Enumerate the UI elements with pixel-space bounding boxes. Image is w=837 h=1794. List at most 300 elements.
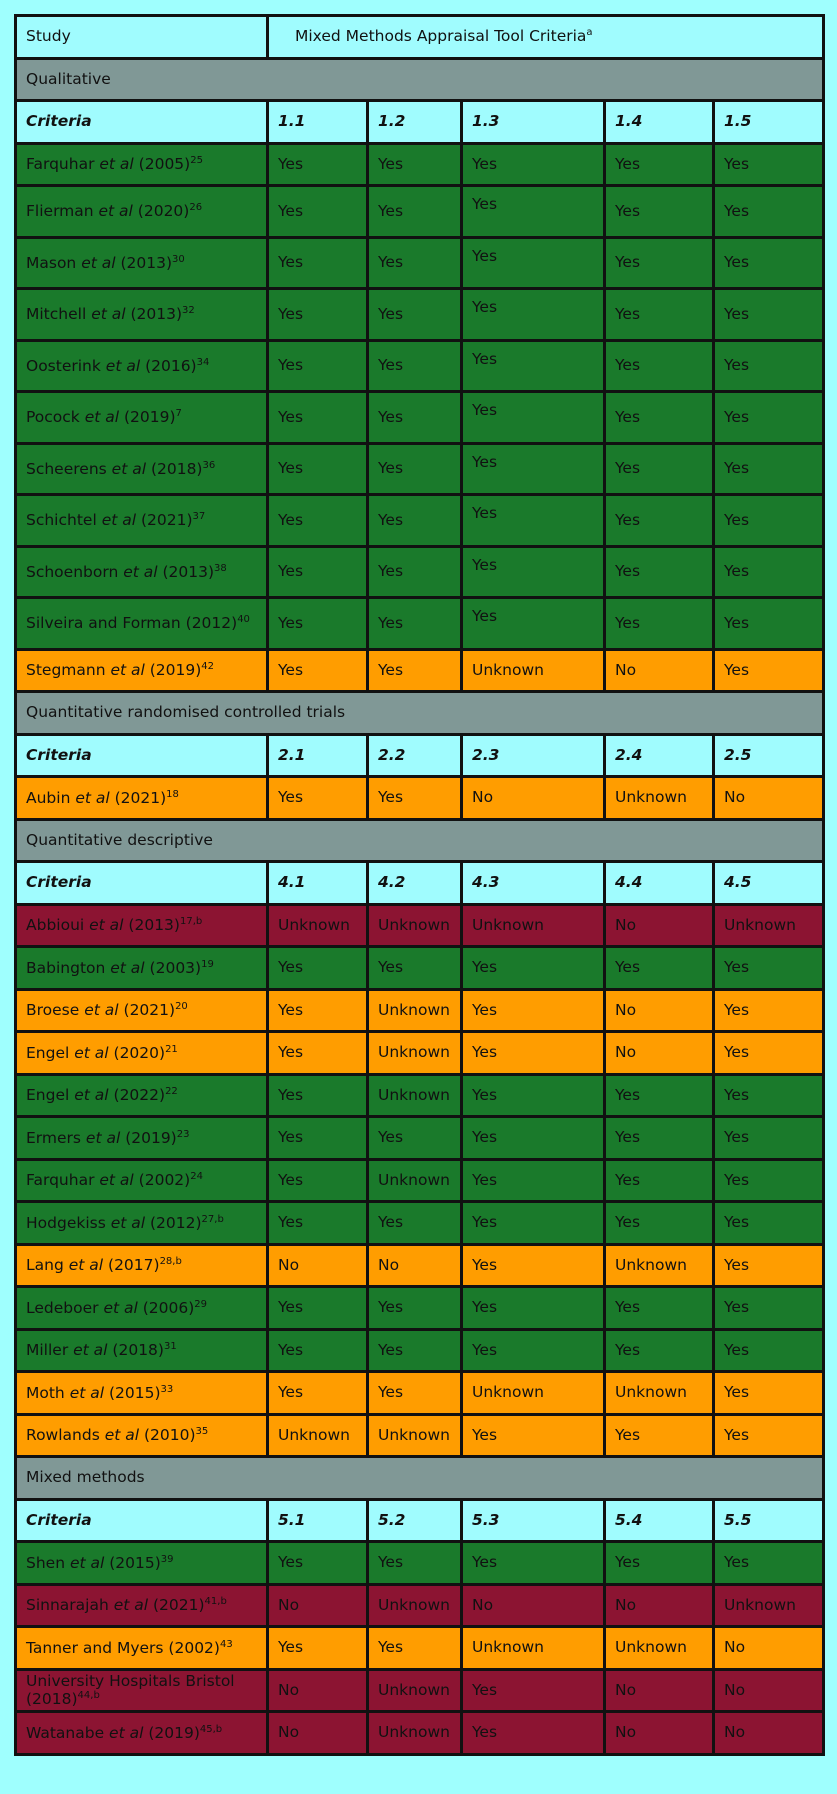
study-et-al: et al	[84, 408, 120, 427]
criterion-value: Unknown	[368, 1074, 462, 1117]
criterion-value: Yes	[714, 1032, 824, 1075]
criterion-value: Yes	[605, 1542, 714, 1585]
criterion-value: Yes	[268, 340, 368, 392]
study-row	[16, 649, 824, 692]
study-et-al: et al	[110, 958, 145, 977]
criterion-value: Yes	[714, 1244, 824, 1287]
study-name	[16, 1414, 268, 1457]
criterion-number: 5.3	[462, 1499, 605, 1542]
study-reference: 44,b	[77, 1690, 100, 1702]
study-year: (2020)	[132, 202, 190, 221]
study-name	[16, 1032, 268, 1075]
study-year: (2017)	[103, 1256, 160, 1275]
study-name	[16, 546, 268, 598]
study-row	[16, 1584, 824, 1627]
criterion-value: Yes	[268, 649, 368, 692]
study-row	[16, 777, 824, 820]
criteria-label: Criteria	[16, 1499, 268, 1542]
criterion-value: Yes	[268, 1287, 368, 1330]
criterion-value: Unknown	[368, 1032, 462, 1075]
criterion-value: Yes	[268, 1627, 368, 1670]
criteria-row	[16, 862, 824, 905]
criterion-value: Yes	[368, 1202, 462, 1245]
criterion-value: Yes	[714, 143, 824, 186]
study-author: Schichtel	[26, 511, 102, 530]
study-name	[16, 1074, 268, 1117]
criterion-number: 1.4	[605, 101, 714, 144]
criterion-value: Yes	[605, 340, 714, 392]
criterion-value: Unknown	[605, 1372, 714, 1415]
study-year: (2015)	[104, 1383, 161, 1402]
study-row	[16, 1712, 824, 1755]
study-row	[16, 1414, 824, 1457]
criterion-value: Yes	[605, 947, 714, 990]
mmat-appraisal-table	[14, 14, 825, 1756]
criterion-value: Yes	[605, 598, 714, 650]
criterion-value: No	[268, 1712, 368, 1755]
study-author: Moth	[26, 1383, 70, 1402]
study-et-al: et al	[84, 1001, 119, 1020]
criterion-value: Yes	[462, 340, 605, 392]
study-et-al: et al	[104, 1426, 140, 1445]
study-year: (2013)	[157, 562, 215, 581]
criterion-value: Yes	[714, 289, 824, 341]
study-name	[16, 1117, 268, 1160]
criterion-value: Yes	[368, 1372, 462, 1415]
study-author: Babington	[26, 958, 111, 977]
criterion-value: Yes	[462, 1287, 605, 1330]
criterion-value: Yes	[462, 237, 605, 289]
study-reference: 40	[237, 614, 250, 626]
study-year: (2019)	[144, 661, 202, 680]
study-year: (2006)	[137, 1298, 195, 1317]
study-et-al: et al	[113, 1596, 149, 1615]
study-author: Farquhar	[26, 155, 100, 174]
study-reference: 33	[160, 1383, 174, 1395]
study-author: Lang	[26, 1256, 69, 1275]
criterion-value: Yes	[462, 1117, 605, 1160]
study-name	[16, 495, 268, 547]
criterion-value: No	[714, 777, 824, 820]
criterion-value: Yes	[368, 947, 462, 990]
criterion-value: Yes	[462, 443, 605, 495]
criterion-value: Yes	[605, 546, 714, 598]
study-reference: 17,b	[179, 916, 203, 928]
appraisal-table-container	[14, 14, 822, 1756]
criterion-value: Unknown	[268, 904, 368, 947]
study-author: University Hospitals Bristol (2018)	[26, 1672, 235, 1709]
study-name	[16, 1372, 268, 1415]
criterion-value: Yes	[605, 289, 714, 341]
criterion-value: Yes	[268, 495, 368, 547]
criterion-value: Yes	[462, 392, 605, 444]
criterion-value: Yes	[268, 186, 368, 238]
study-et-al: et al	[75, 788, 110, 807]
section-row	[16, 1457, 824, 1500]
study-reference: 34	[196, 356, 210, 368]
study-name	[16, 289, 268, 341]
criterion-value: Yes	[462, 1669, 605, 1712]
study-row	[16, 1202, 824, 1245]
criterion-value: Yes	[462, 143, 605, 186]
criterion-number: 5.1	[268, 1499, 368, 1542]
criterion-value: Yes	[714, 649, 824, 692]
criterion-value: Unknown	[462, 904, 605, 947]
criterion-value: No	[462, 1584, 605, 1627]
criterion-value: Yes	[714, 392, 824, 444]
criterion-value: Yes	[714, 1372, 824, 1415]
criterion-value: Yes	[368, 495, 462, 547]
study-et-al: et al	[111, 459, 147, 478]
study-et-al: et al	[101, 511, 137, 530]
study-et-al: et al	[110, 1213, 146, 1232]
study-row	[16, 1542, 824, 1585]
criterion-value: No	[605, 1584, 714, 1627]
criterion-value: Yes	[368, 289, 462, 341]
criterion-value: No	[605, 1032, 714, 1075]
criterion-number: 4.4	[605, 862, 714, 905]
study-name	[16, 649, 268, 692]
criterion-value: Yes	[714, 1542, 824, 1585]
study-name	[16, 1584, 268, 1627]
study-author: Farquhar	[26, 1171, 100, 1190]
study-year: (2013)	[125, 305, 183, 324]
study-row	[16, 1244, 824, 1287]
criterion-value: Unknown	[462, 1627, 605, 1670]
criterion-value: Yes	[714, 546, 824, 598]
criteria-label: Criteria	[16, 734, 268, 777]
criterion-number: 5.5	[714, 1499, 824, 1542]
criterion-value: Yes	[462, 1329, 605, 1372]
study-year: (2019)	[119, 408, 176, 427]
criterion-value: Yes	[462, 1032, 605, 1075]
criterion-number: 1.5	[714, 101, 824, 144]
criterion-value: Yes	[462, 1414, 605, 1457]
criterion-number: 4.5	[714, 862, 824, 905]
criterion-value: Yes	[605, 495, 714, 547]
criterion-value: Yes	[368, 1627, 462, 1670]
study-author: Schoenborn	[26, 562, 124, 581]
study-author: Rowlands	[26, 1426, 105, 1445]
study-reference: 43	[219, 1638, 233, 1650]
criterion-value: Yes	[714, 1159, 824, 1202]
study-row	[16, 237, 824, 289]
criterion-value: Unknown	[368, 1669, 462, 1712]
criterion-value: Yes	[268, 598, 368, 650]
study-name	[16, 989, 268, 1032]
criterion-value: Yes	[605, 186, 714, 238]
study-et-al: et al	[69, 1383, 105, 1402]
criterion-value: Yes	[462, 1712, 605, 1755]
study-name	[16, 1669, 268, 1712]
table-body	[16, 16, 824, 1755]
study-name	[16, 1712, 268, 1755]
criterion-value: Unknown	[368, 1159, 462, 1202]
criteria-label: Criteria	[16, 862, 268, 905]
criterion-value: Yes	[462, 495, 605, 547]
criterion-value: Yes	[268, 1202, 368, 1245]
criterion-value: Yes	[714, 1414, 824, 1457]
study-row	[16, 598, 824, 650]
study-year: (2021)	[118, 1001, 176, 1020]
study-author: Mason	[26, 253, 82, 272]
criterion-value: No	[268, 1244, 368, 1287]
criterion-value: Yes	[268, 1372, 368, 1415]
study-reference: 22	[165, 1086, 178, 1098]
study-reference: 42	[201, 661, 215, 673]
criterion-value: Yes	[462, 186, 605, 238]
study-row	[16, 947, 824, 990]
study-author: Pocock	[26, 408, 85, 427]
criterion-value: No	[605, 904, 714, 947]
criterion-value: Yes	[368, 1542, 462, 1585]
criterion-value: Yes	[714, 947, 824, 990]
study-author: Ledeboer	[26, 1298, 104, 1317]
study-year: (2016)	[140, 356, 197, 375]
study-year: (2021)	[109, 788, 167, 807]
study-reference: 26	[189, 202, 203, 214]
criteria-row	[16, 734, 824, 777]
criterion-value: Yes	[714, 1117, 824, 1160]
criterion-number: 5.2	[368, 1499, 462, 1542]
criterion-value: Yes	[268, 777, 368, 820]
criterion-value: Yes	[268, 1159, 368, 1202]
study-author: Mitchell	[26, 305, 92, 324]
study-year: (2012)	[145, 1213, 202, 1232]
study-year: (2015)	[104, 1553, 161, 1572]
criterion-value: Yes	[605, 237, 714, 289]
study-et-al: et al	[91, 305, 126, 324]
study-year: (2013)	[115, 253, 173, 272]
study-author: Miller	[26, 1341, 74, 1360]
study-et-al: et al	[110, 661, 145, 680]
criterion-value: Unknown	[268, 1414, 368, 1457]
study-name	[16, 443, 268, 495]
study-et-al: et al	[81, 253, 116, 272]
study-name	[16, 186, 268, 238]
study-reference: 30	[172, 253, 185, 265]
criterion-value: Yes	[368, 1287, 462, 1330]
criterion-value: Unknown	[368, 1584, 462, 1627]
study-et-al: et al	[99, 155, 134, 174]
criterion-number: 2.2	[368, 734, 462, 777]
criterion-value: No	[268, 1584, 368, 1627]
study-author: Flierman	[26, 202, 99, 221]
study-name	[16, 392, 268, 444]
criterion-value: No	[714, 1669, 824, 1712]
criterion-value: Yes	[368, 598, 462, 650]
study-name	[16, 1244, 268, 1287]
criterion-value: Yes	[714, 1287, 824, 1330]
study-reference: 24	[190, 1171, 203, 1183]
criterion-number: 2.3	[462, 734, 605, 777]
study-year: (2013)	[123, 916, 180, 935]
criterion-value: Yes	[714, 495, 824, 547]
study-author: Engel	[26, 1086, 75, 1105]
study-reference: 7	[175, 408, 182, 420]
study-name	[16, 947, 268, 990]
study-name	[16, 1627, 268, 1670]
criterion-value: Unknown	[605, 777, 714, 820]
study-column-header: Study	[16, 16, 268, 59]
study-name	[16, 143, 268, 186]
study-author: Shen	[26, 1553, 70, 1572]
study-year: (2019)	[143, 1723, 200, 1742]
study-name	[16, 598, 268, 650]
study-year: (2018)	[146, 459, 203, 478]
study-row	[16, 1372, 824, 1415]
study-author: Stegmann	[26, 661, 111, 680]
study-row	[16, 546, 824, 598]
study-reference: 37	[192, 511, 206, 523]
study-et-al: et al	[74, 1043, 109, 1062]
study-row	[16, 186, 824, 238]
criterion-value: Yes	[605, 1117, 714, 1160]
criterion-value: Yes	[268, 1329, 368, 1372]
criterion-number: 1.2	[368, 101, 462, 144]
criterion-value: Yes	[605, 1202, 714, 1245]
criterion-value: Yes	[268, 289, 368, 341]
criterion-number: 4.3	[462, 862, 605, 905]
criterion-value: Yes	[714, 1329, 824, 1372]
study-et-al: et al	[74, 1086, 109, 1105]
study-row	[16, 1329, 824, 1372]
study-reference: 39	[160, 1553, 174, 1565]
criterion-value: Yes	[368, 1117, 462, 1160]
section-row	[16, 692, 824, 735]
criterion-value: Yes	[368, 649, 462, 692]
study-name	[16, 904, 268, 947]
criteria-label: Criteria	[16, 101, 268, 144]
study-row	[16, 143, 824, 186]
study-et-al: et al	[85, 1128, 121, 1147]
criterion-value: Yes	[368, 777, 462, 820]
study-name	[16, 1202, 268, 1245]
criterion-value: Unknown	[368, 1414, 462, 1457]
study-name	[16, 1159, 268, 1202]
criterion-value: Yes	[462, 989, 605, 1032]
study-author: Broese	[26, 1001, 85, 1020]
criterion-value: Yes	[462, 598, 605, 650]
study-reference: 32	[182, 305, 195, 317]
section-title: Qualitative	[16, 58, 824, 101]
criterion-value: Yes	[268, 947, 368, 990]
study-row	[16, 495, 824, 547]
study-author: Engel	[26, 1043, 75, 1062]
study-author: Silveira and Forman (2012)	[26, 614, 238, 633]
study-name	[16, 340, 268, 392]
criterion-value: Yes	[268, 1032, 368, 1075]
criterion-number: 4.1	[268, 862, 368, 905]
study-row	[16, 289, 824, 341]
study-author: Oosterink	[26, 356, 106, 375]
study-year: (2018)	[107, 1341, 164, 1360]
study-et-al: et al	[123, 562, 158, 581]
criterion-value: Yes	[462, 546, 605, 598]
criterion-value: Yes	[368, 443, 462, 495]
study-row	[16, 904, 824, 947]
study-year: (2020)	[108, 1043, 166, 1062]
criterion-value: Yes	[714, 340, 824, 392]
criterion-value: Yes	[268, 546, 368, 598]
criterion-number: 2.4	[605, 734, 714, 777]
criterion-value: No	[714, 1627, 824, 1670]
criterion-value: Yes	[714, 1074, 824, 1117]
criterion-value: No	[605, 989, 714, 1032]
criteria-row	[16, 1499, 824, 1542]
study-year: (2002)	[133, 1171, 191, 1190]
study-row	[16, 1287, 824, 1330]
criterion-value: Unknown	[714, 1584, 824, 1627]
study-et-al: et al	[69, 1553, 105, 1572]
criterion-value: Yes	[368, 546, 462, 598]
criterion-value: Yes	[462, 289, 605, 341]
study-author: Watanabe	[26, 1723, 110, 1742]
study-name	[16, 237, 268, 289]
study-row	[16, 1159, 824, 1202]
criterion-value: Unknown	[368, 904, 462, 947]
criterion-value: Yes	[462, 1542, 605, 1585]
criteria-title: Mixed Methods Appraisal Tool Criteria	[295, 27, 587, 46]
study-author: Sinnarajah	[26, 1596, 114, 1615]
criterion-value: Yes	[268, 392, 368, 444]
header-row	[16, 16, 824, 59]
study-reference: 20	[175, 1001, 188, 1013]
criterion-value: Yes	[605, 392, 714, 444]
study-et-al: et al	[98, 202, 133, 221]
study-reference: 27,b	[201, 1213, 224, 1225]
study-reference: 29	[194, 1298, 207, 1310]
criterion-value: Yes	[605, 1287, 714, 1330]
criterion-value: Yes	[714, 443, 824, 495]
criterion-value: No	[605, 1669, 714, 1712]
study-reference: 21	[165, 1043, 178, 1055]
study-et-al: et al	[99, 1171, 134, 1190]
study-row	[16, 340, 824, 392]
study-reference: 36	[202, 459, 216, 471]
study-author: Ermers	[26, 1128, 86, 1147]
study-year: (2021)	[148, 1596, 205, 1615]
study-name	[16, 1542, 268, 1585]
study-author: Abbioui	[26, 916, 90, 935]
criterion-value: Yes	[368, 392, 462, 444]
criterion-value: Yes	[368, 186, 462, 238]
criterion-value: Yes	[368, 340, 462, 392]
criterion-value: Yes	[368, 1329, 462, 1372]
criterion-value: Yes	[462, 1202, 605, 1245]
criterion-value: Yes	[268, 443, 368, 495]
study-row	[16, 1117, 824, 1160]
criterion-number: 2.5	[714, 734, 824, 777]
criterion-value: Yes	[714, 1202, 824, 1245]
criterion-value: No	[268, 1669, 368, 1712]
criterion-value: Yes	[714, 237, 824, 289]
study-author: Aubin	[26, 788, 76, 807]
criterion-value: Yes	[605, 1329, 714, 1372]
criterion-value: Yes	[714, 598, 824, 650]
study-et-al: et al	[68, 1256, 104, 1275]
study-author: Scheerens	[26, 459, 112, 478]
criterion-value: Yes	[714, 186, 824, 238]
study-reference: 35	[195, 1426, 209, 1438]
criterion-number: 5.4	[605, 1499, 714, 1542]
study-row	[16, 989, 824, 1032]
study-row	[16, 1627, 824, 1670]
criterion-value: Yes	[268, 143, 368, 186]
criterion-value: Unknown	[368, 989, 462, 1032]
criterion-value: Yes	[605, 443, 714, 495]
criterion-value: Yes	[268, 1117, 368, 1160]
